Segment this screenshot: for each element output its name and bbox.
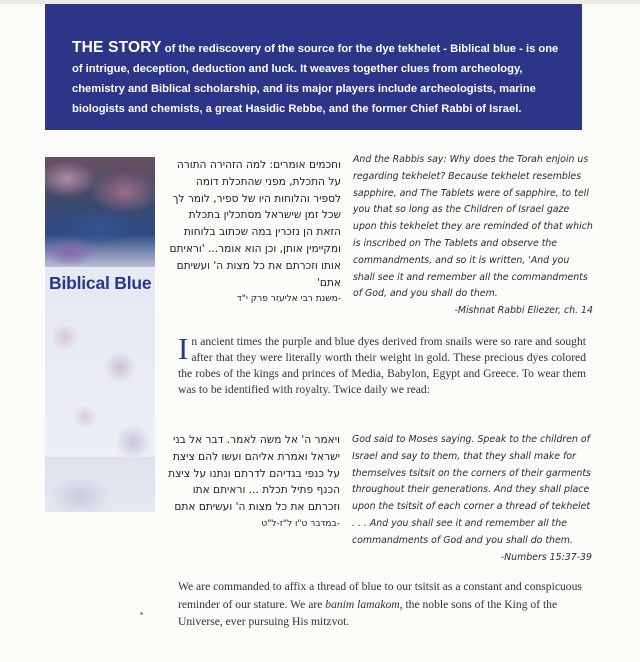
closing-paragraph xyxy=(178,578,588,631)
closing-emphasis: banim lamakom xyxy=(325,597,400,611)
english-quote-source: -Mishnat Rabbi Eliezer, ch. 14 xyxy=(454,305,593,317)
closing-text-before: We are commanded to affix a thread of blue to our tsitsit as a constant and conspicuous reminder of our stature. We are xyxy=(178,580,582,611)
hebrew-quote-text: ויאמר ה' אל משה לאמר. דבר אל בני ישראל ואמרת אליהם ועשו להם ציצת על כנפי בגדיהם לדרתם ונתנו על ציצת הכנף פתיל תכלת ... וראיתם אתו וזכרתם את כל מצות ה' ועשיתם אתם xyxy=(168,434,340,514)
body-paragraph xyxy=(178,331,586,398)
body-text: n ancient times the purple and blue dyes derived from snails were so rare and sought after that they were literally worth their weight in gold. These precious dyes colored the robes of the kings and princes of Media, Babylon, Egypt and Greece. To wear them was to be identified with royalty. Twice daily we read: xyxy=(178,335,586,396)
english-quote-text: God said to Moses saying. Speak to the children of Israel and say to them, that they shall make for themselves tsitsit on the corners of their garments throughout their generations. And they shall place upon the tsitsit of each corner a thread of tekhelet . . . And you shall see it and remember all the commandments of God and you shall do them. xyxy=(352,434,591,546)
hebrew-quote-text: וחכמים אומרים: למה הזהירה התורה על התכלת, מפני שהתכלת דומה לספיר והלוחות היו של ספיר, לומר לך שכל זמן שישראל מסתכלין בתכלת הזאת הן נזכרין במה שכתוב בלוחות ומקיימין אותן, וכן הוא אומר... 'וראיתם אותו וזכרתם את כל מצות ה' ועשיתם אתם' xyxy=(169,159,341,289)
closing-text-after: , the noble sons of the King of the Universe, ever pursuing His mitzvot. xyxy=(178,597,558,628)
snail-shells-image xyxy=(45,157,155,267)
drop-cap: I xyxy=(178,331,189,366)
english-quote-mishnat xyxy=(353,152,593,320)
hebrew-quote-mishnat xyxy=(167,157,341,308)
margin-dot xyxy=(140,612,143,615)
banner-lead: THE STORY xyxy=(72,39,162,56)
side-image-panel xyxy=(45,157,155,512)
english-quote-source: -Numbers 15:37-39 xyxy=(500,551,592,563)
side-title: Biblical Blue xyxy=(49,273,152,293)
water-image xyxy=(45,457,155,512)
story-banner xyxy=(45,4,582,130)
shell-texture-image xyxy=(45,307,155,467)
banner-text: of the rediscovery of the source for the dye tekhelet - Biblical blue - is one of intrigue, deception, deduction and luck. It weaves together clues from archeology, chemistry and Biblical scholarship, and its major players include archeologists, marine biologists and chemists, a great Hasidic Rebbe, and the former Chief Rabbi of Israel. xyxy=(72,43,559,115)
english-quote-text: And the Rabbis say: Why does the Torah enjoin us regarding tekhelet? Because tekhelet resembles sapphire, and The Tablets were of sapphire, to tell you that so long as the Children of Israel gaze upon this tekhelet they are reminded of that which is inscribed on The Tablets and observe the commandments, and so it is written, 'And you shall see it and remember all the commandments of God, and you shall do them. xyxy=(353,154,593,300)
hebrew-quote-source: -במדבר ט"ו ל"ז-ל"ט xyxy=(261,518,340,529)
hebrew-quote-source: -משנת רבי אליעזר פרק י"ד xyxy=(236,294,341,305)
english-quote-numbers xyxy=(352,432,592,566)
hebrew-quote-numbers xyxy=(160,432,340,533)
